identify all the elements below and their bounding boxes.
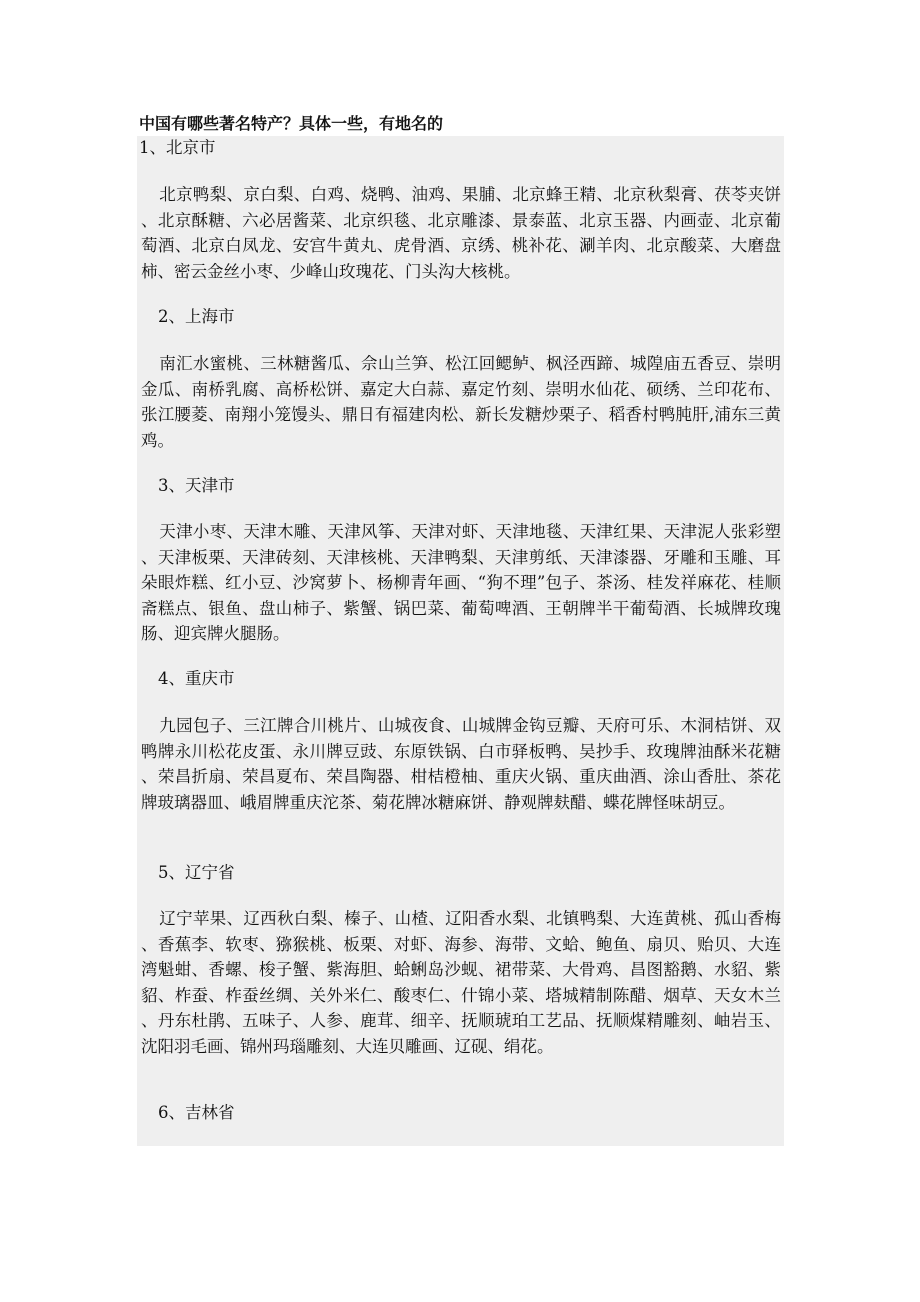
section-text-shanghai: 南汇水蜜桃、三林糖酱瓜、佘山兰笋、松江回鳃鲈、枫泾西蹄、城隍庙五香豆、崇明金瓜、南桥乳腐、高桥松饼、嘉定大白蒜、嘉定竹刻、崇明水仙花、硕绣、兰印花布、张江腰菱、南翔小笼馒头、鼎日有福建肉松、新长发糖炒栗子、稻香村鸭肫肝,浦东三黄鸡。 xyxy=(141,354,781,450)
section-text-beijing: 北京鸭梨、京白梨、白鸡、烧鸭、油鸡、果脯、北京蜂王精、北京秋梨膏、茯苓夹饼、北京酥糖、六必居酱菜、北京织毯、北京雕漆、景泰蓝、北京玉器、内画壶、北京葡萄酒、北京白凤龙、安宫牛黄丸、虎骨酒、京绣、桃补花、涮羊肉、北京酸菜、大磨盘柿、密云金丝小枣、少峰山玫瑰花、门头沟大核桃。 xyxy=(141,185,781,281)
section-body-beijing xyxy=(141,182,781,284)
section-text-chongqing: 九园包子、三江牌合川桃片、山城夜食、山城牌金钩豆瓣、天府可乐、木洞桔饼、双鸭牌永川松花皮蛋、永川牌豆豉、东原铁锅、白市驿板鸭、吴抄手、玫瑰牌油酥米花糖、荣昌折扇、荣昌夏布、荣昌陶器、柑桔橙柚、重庆火锅、重庆曲酒、涂山香肚、茶花牌玻璃器皿、峨眉牌重庆沱茶、菊花牌冰糖麻饼、静观牌麸醋、蝶花牌怪味胡豆。 xyxy=(141,716,781,812)
section-heading-jilin: 6、吉林省 xyxy=(158,1103,235,1122)
section-heading-tianjin: 3、天津市 xyxy=(158,476,235,495)
section-heading-chongqing: 4、重庆市 xyxy=(158,669,235,688)
section-body-tianjin xyxy=(141,519,781,647)
section-body-liaoning xyxy=(141,906,781,1060)
section-text-tianjin: 天津小枣、天津木雕、天津风筝、天津对虾、天津地毯、天津红果、天津泥人张彩塑、天津板栗、天津砖刻、天津核桃、天津鸭梨、天津剪纸、天津漆器、牙雕和玉雕、耳朵眼炸糕、红小豆、沙窝萝卜、杨柳青年画、“狗不理”包子、茶汤、桂发祥麻花、桂顺斋糕点、银鱼、盘山柿子、紫蟹、锅巴菜、葡萄啤酒、王朝牌半干葡萄酒、长城牌玫瑰肠、迎宾牌火腿肠。 xyxy=(141,522,781,644)
page-title: 中国有哪些著名特产？具体一些，有地名的 xyxy=(139,114,444,133)
section-heading-shanghai: 2、上海市 xyxy=(158,307,235,326)
section-body-shanghai xyxy=(141,351,781,453)
section-heading-liaoning: 5、辽宁省 xyxy=(158,863,235,882)
section-text-liaoning: 辽宁苹果、辽西秋白梨、榛子、山楂、辽阳香水梨、北镇鸭梨、大连黄桃、孤山香梅、香蕉李、软枣、猕猴桃、板栗、对虾、海参、海带、文蛤、鲍鱼、扇贝、贻贝、大连湾魁蚶、香螺、梭子蟹、紫海胆、蛤蜊岛沙蚬、裙带菜、大骨鸡、昌图豁鹅、水貂、紫貂、柞蚕、柞蚕丝绸、关外米仁、酸枣仁、什锦小菜、塔城精制陈醋、烟草、天女木兰、丹东杜鹃、五味子、人参、鹿茸、细辛、抚顺琥珀工艺品、抚顺煤精雕刻、岫岩玉、沈阳羽毛画、锦州玛瑙雕刻、大连贝雕画、辽砚、绢花。 xyxy=(141,909,781,1056)
section-body-chongqing xyxy=(141,713,781,815)
section-heading-beijing: 1、北京市 xyxy=(139,138,216,157)
